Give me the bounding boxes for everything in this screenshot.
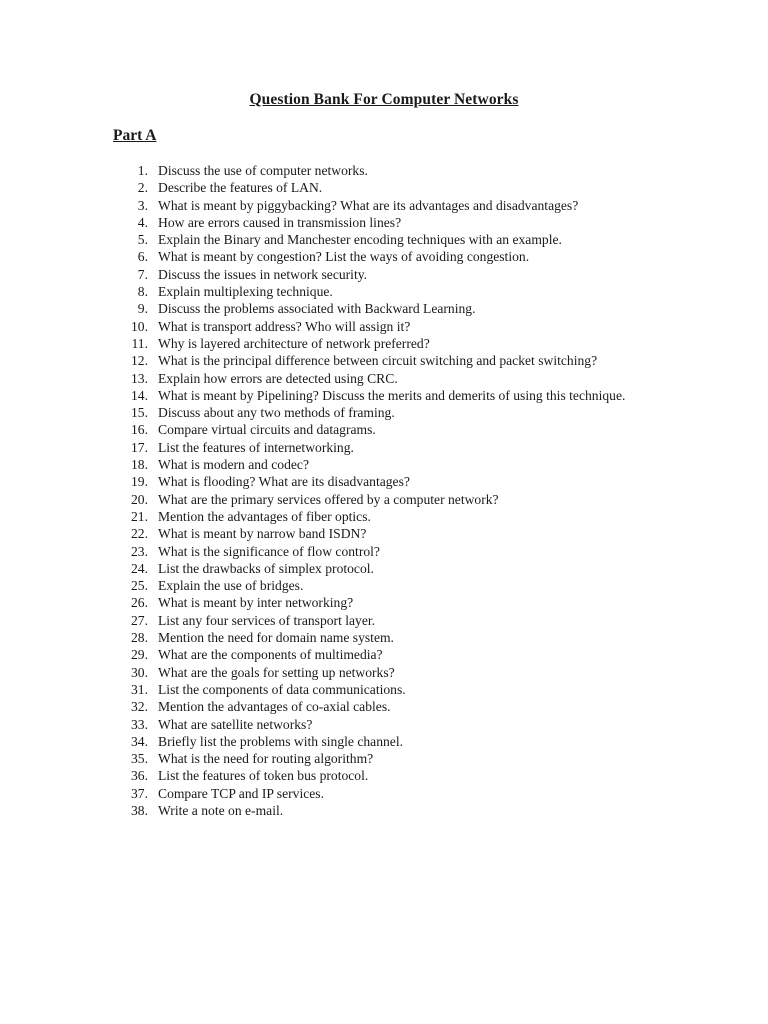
question-text: What is modern and codec? <box>158 457 309 473</box>
question-number: 15. <box>131 405 148 421</box>
question-item <box>0 214 768 231</box>
question-text: Mention the need for domain name system. <box>158 630 394 646</box>
question-text: What is the significance of flow control? <box>158 543 380 559</box>
section-heading: Part A <box>113 127 157 144</box>
question-number: 7. <box>137 266 148 282</box>
question-item <box>0 197 768 214</box>
question-item <box>0 681 768 698</box>
question-item <box>0 404 768 421</box>
question-number: 37. <box>131 785 148 801</box>
question-item <box>0 594 768 611</box>
question-item <box>0 508 768 525</box>
question-number: 36. <box>131 768 148 784</box>
question-text: What is the need for routing algorithm? <box>158 751 374 767</box>
question-number: 21. <box>131 508 148 524</box>
question-text: What is meant by piggybacking? What are its advantages and disadvantages? <box>158 197 579 213</box>
question-number: 3. <box>137 197 148 213</box>
question-text: List the features of token bus protocol. <box>158 768 369 784</box>
question-item <box>0 543 768 560</box>
question-text: Compare TCP and IP services. <box>158 785 324 801</box>
question-number: 30. <box>131 664 148 680</box>
question-item <box>0 698 768 715</box>
question-text: List the drawbacks of simplex protocol. <box>158 560 374 576</box>
question-text: List any four services of transport layer. <box>158 612 376 628</box>
question-number: 16. <box>131 422 148 438</box>
question-number: 27. <box>131 612 148 628</box>
question-item <box>0 335 768 352</box>
question-number: 17. <box>131 439 148 455</box>
question-text: Describe the features of LAN. <box>158 180 323 196</box>
question-text: List the features of internetworking. <box>158 439 354 455</box>
page-title: Question Bank For Computer Networks <box>249 91 519 108</box>
question-number: 8. <box>137 284 148 300</box>
question-text: What is meant by congestion? List the ways of avoiding congestion. <box>158 249 530 265</box>
question-number: 32. <box>131 699 148 715</box>
question-item <box>0 352 768 369</box>
question-text: Briefly list the problems with single channel. <box>158 733 404 749</box>
question-item <box>0 767 768 784</box>
question-item <box>0 560 768 577</box>
question-number: 35. <box>131 751 148 767</box>
question-number: 5. <box>137 232 148 248</box>
question-text: What is meant by inter networking? <box>158 595 354 611</box>
question-item <box>0 577 768 594</box>
question-text: Explain the Binary and Manchester encoding techniques with an example. <box>158 232 562 248</box>
question-item <box>0 785 768 802</box>
question-item <box>0 716 768 733</box>
question-number: 11. <box>131 335 148 351</box>
question-text: Explain how errors are detected using CRC. <box>158 370 398 386</box>
question-text: Write a note on e-mail. <box>158 802 284 818</box>
question-number: 28. <box>131 630 148 646</box>
question-number: 18. <box>131 457 148 473</box>
question-item <box>0 387 768 404</box>
question-text: Discuss the use of computer networks. <box>158 163 368 178</box>
question-text: What is flooding? What are its disadvantages? <box>158 474 410 490</box>
question-item <box>0 491 768 508</box>
question-number: 25. <box>131 578 148 594</box>
question-number: 14. <box>131 387 148 403</box>
question-number: 33. <box>131 716 148 732</box>
question-text: List the components of data communications. <box>158 681 406 697</box>
question-number: 2. <box>137 180 148 196</box>
question-number: 24. <box>131 560 148 576</box>
question-text: Compare virtual circuits and datagrams. <box>158 422 376 438</box>
question-item <box>0 179 768 196</box>
question-number: 13. <box>131 370 148 386</box>
question-item <box>0 612 768 629</box>
question-item <box>0 283 768 300</box>
question-number: 23. <box>131 543 148 559</box>
question-text: What are the primary services offered by a computer network? <box>158 491 499 507</box>
question-number: 22. <box>131 526 148 542</box>
question-text: What is transport address? Who will assign it? <box>158 318 411 334</box>
question-item <box>0 421 768 438</box>
question-item <box>0 750 768 767</box>
question-item <box>0 629 768 646</box>
question-number: 19. <box>131 474 148 490</box>
question-number: 9. <box>137 301 148 317</box>
question-text: Discuss the issues in network security. <box>158 266 368 282</box>
question-item <box>0 318 768 335</box>
question-item <box>0 248 768 265</box>
question-number: 26. <box>131 595 148 611</box>
question-number: 12. <box>131 353 148 369</box>
question-item <box>0 231 768 248</box>
question-text: Discuss about any two methods of framing. <box>158 405 395 421</box>
question-number: 38. <box>131 802 148 818</box>
question-text: Why is layered architecture of network preferred? <box>158 335 430 351</box>
question-number: 31. <box>131 681 148 697</box>
question-number: 34. <box>131 733 148 749</box>
question-text: Explain the use of bridges. <box>158 578 304 594</box>
question-number: 20. <box>131 491 148 507</box>
question-text: Explain multiplexing technique. <box>158 284 333 300</box>
question-item <box>0 162 768 179</box>
question-item <box>0 664 768 681</box>
question-item <box>0 456 768 473</box>
question-number: 29. <box>131 647 148 663</box>
question-list <box>0 162 768 819</box>
question-number: 4. <box>137 214 148 230</box>
question-item <box>0 473 768 490</box>
question-text: Discuss the problems associated with Backward Learning. <box>158 301 476 317</box>
question-text: What are the goals for setting up networks? <box>158 664 395 680</box>
question-text: What are satellite networks? <box>158 716 313 732</box>
question-item <box>0 646 768 663</box>
question-number: 6. <box>137 249 148 265</box>
question-text: How are errors caused in transmission lines? <box>158 214 402 230</box>
question-text: What is meant by narrow band ISDN? <box>158 526 367 542</box>
question-number: 10. <box>131 318 148 334</box>
question-item <box>0 525 768 542</box>
question-number: 1. <box>137 163 148 178</box>
question-item <box>0 439 768 456</box>
question-item <box>0 266 768 283</box>
question-text: Mention the advantages of co-axial cables. <box>158 699 391 715</box>
question-item <box>0 733 768 750</box>
question-item <box>0 802 768 819</box>
question-item <box>0 370 768 387</box>
question-text: What is the principal difference between circuit switching and packet switching? <box>158 353 598 369</box>
question-text: Mention the advantages of fiber optics. <box>158 508 371 524</box>
question-item <box>0 300 768 317</box>
question-text: What are the components of multimedia? <box>158 647 383 663</box>
question-text: What is meant by Pipelining? Discuss the merits and demerits of using this technique. <box>158 387 626 403</box>
